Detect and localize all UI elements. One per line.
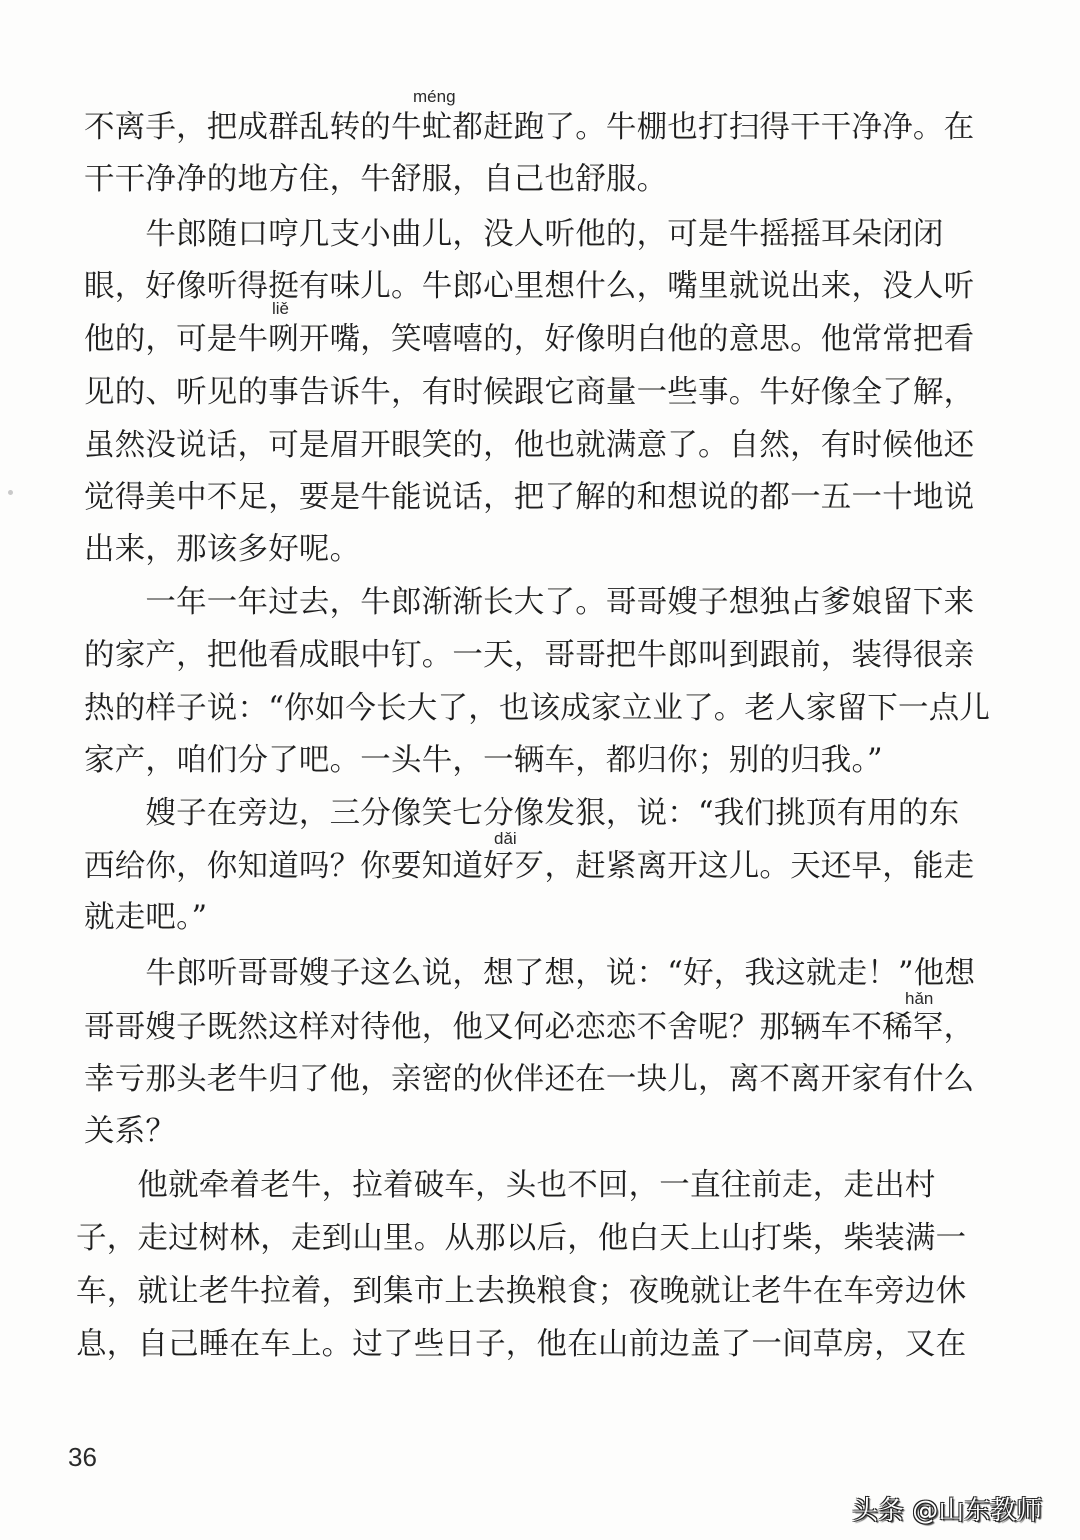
pinyin-annotation: liě (272, 299, 290, 318)
text-line: 车，就让老牛拉着，到集市上去换粮食；夜晚就让老牛在车旁边休 (76, 1274, 967, 1309)
text-line: 热的样子说：“你如今长大了，也该成家立业了。老人家留下一点儿 (84, 691, 991, 726)
text-line: 西给你，你知道吗？你要知道好歹，赶紧离开这儿。天还早，能走 (84, 849, 975, 884)
text-line: 家产，咱们分了吧。一头牛，一辆车，都归你；别的归我。” (84, 743, 883, 778)
text-line: 关系？ (84, 1114, 177, 1149)
text-line: 牛郎随口哼几支小曲儿，没人听他的，可是牛摇摇耳朵闭闭 (84, 217, 944, 252)
text-line: 觉得美中不足，要是牛能说话，把了解的和想说的都一五一十地说 (84, 480, 975, 515)
text-line: 幸亏那头老牛归了他，亲密的伙伴还在一块儿，离不离开家有什么 (84, 1062, 975, 1097)
watermark: 头条 @山东教师 (852, 1496, 1043, 1526)
text-line: 眼，好像听得挺有味儿。牛郎心里想什么，嘴里就说出来，没人听 (84, 269, 975, 304)
pinyin-annotation: dǎi (494, 829, 517, 848)
text-line: 息，自己睡在车上。过了些日子，他在山前边盖了一间草房，又在 (76, 1327, 967, 1362)
text-line: 就走吧。” (84, 900, 208, 935)
pinyin-annotation: hǎn (905, 989, 934, 1008)
scan-speck (8, 490, 13, 495)
text-line: 嫂子在旁边，三分像笑七分像发狠，说：“我们挑顶有用的东 (84, 796, 960, 831)
text-line: 一年一年过去，牛郎渐渐长大了。哥哥嫂子想独占爹娘留下来 (84, 585, 975, 620)
pinyin-annotation: méng (413, 87, 456, 106)
text-line: 不离手，把成群乱转的牛虻都赶跑了。牛棚也打扫得干干净净。在 (84, 110, 975, 145)
text-line: 他就牵着老牛，拉着破车，头也不回，一直往前走，走出村 (76, 1168, 936, 1203)
text-line: 的家产，把他看成眼中钉。一天，哥哥把牛郎叫到跟前，装得很亲 (84, 638, 975, 673)
text-line: 见的、听见的事告诉牛，有时候跟它商量一些事。牛好像全了解， (84, 375, 975, 410)
text-line: 虽然没说话，可是眉开眼笑的，他也就满意了。自然，有时候他还 (84, 428, 975, 463)
text-line: 出来，那该多好呢。 (84, 532, 361, 567)
text-line: 干干净净的地方住，牛舒服，自己也舒服。 (84, 162, 668, 197)
text-line: 子，走过树林，走到山里。从那以后，他白天上山打柴，柴装满一 (76, 1221, 967, 1256)
text-line: 哥哥嫂子既然这样对待他，他又何必恋恋不舍呢？那辆车不稀罕， (84, 1010, 975, 1045)
text-line: 他的，可是牛咧开嘴，笑嘻嘻的，好像明白他的意思。他常常把看 (84, 322, 975, 357)
page-number: 36 (68, 1442, 97, 1472)
text-line: 牛郎听哥哥嫂子这么说，想了想，说：“好，我这就走！”他想 (84, 956, 976, 991)
